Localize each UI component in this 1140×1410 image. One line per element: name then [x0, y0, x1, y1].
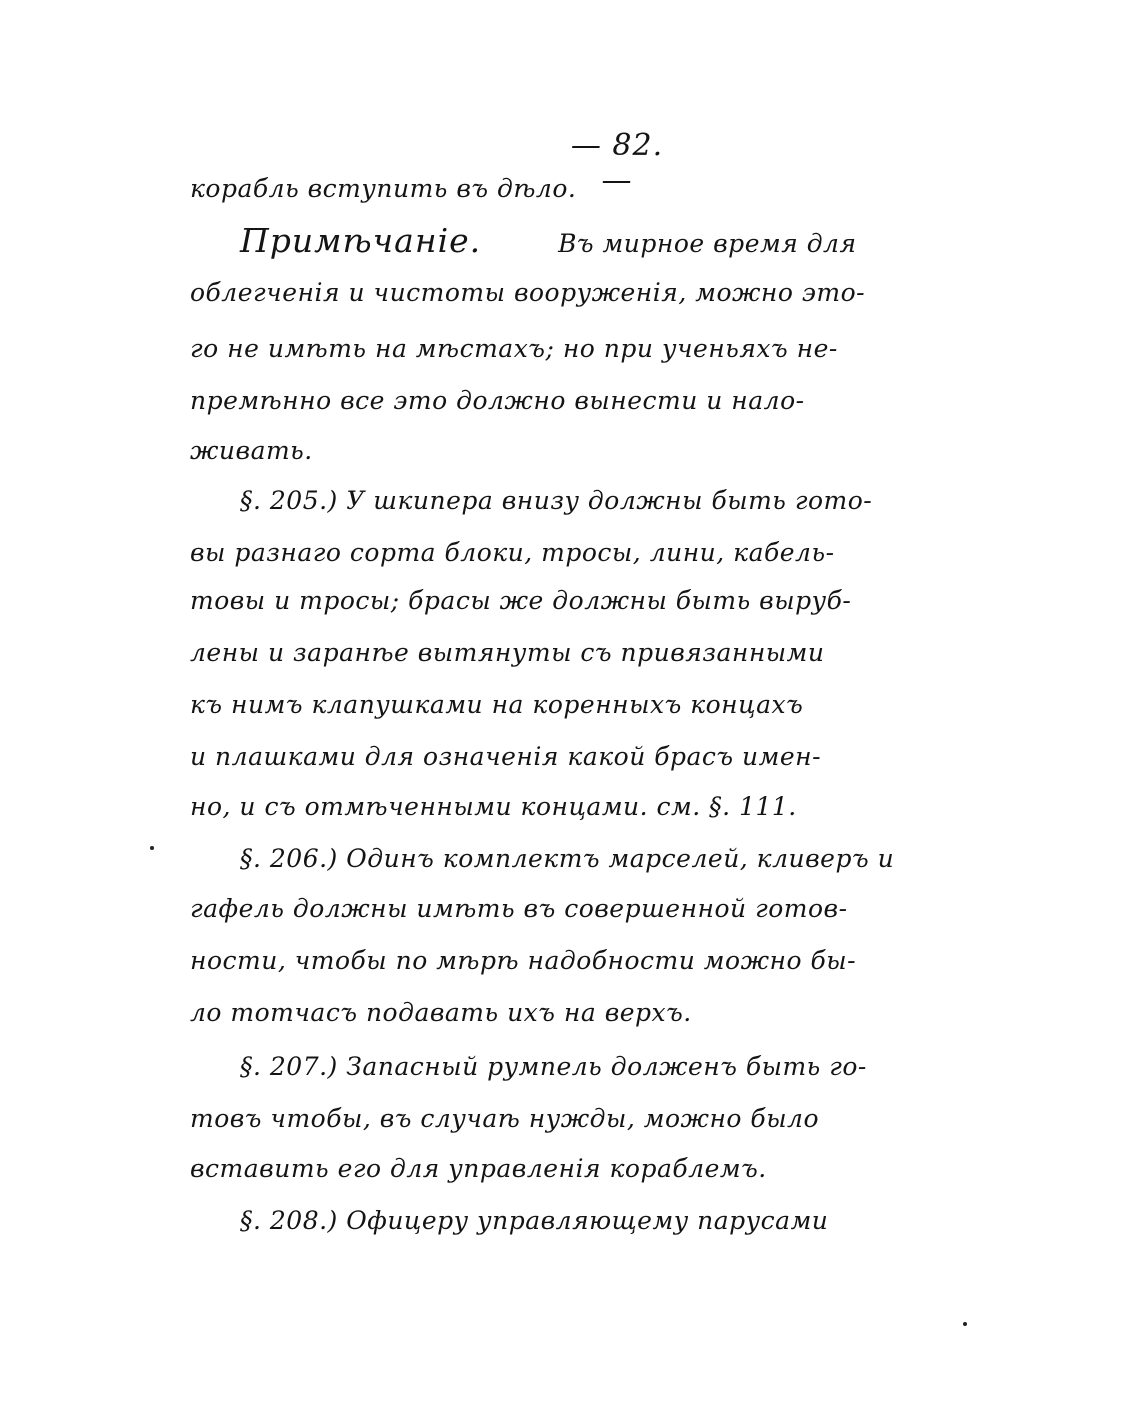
note-line-5: живать. [190, 436, 313, 465]
note-line-2: облегченія и чистоты вооруженія, можно это- [190, 278, 866, 307]
paragraph-206-line-3: ности, чтобы по мѣрѣ надобности можно бы- [190, 946, 857, 975]
note-heading: Примѣчаніе. [240, 221, 482, 260]
paragraph-207-line-3: вставить его для управленія кораблемъ. [190, 1154, 767, 1183]
paragraph-207-line-1: §. 207.) Запасный румпель долженъ быть го- [240, 1052, 867, 1081]
paragraph-208-line-1: §. 208.) Офицеру управляющему парусами [240, 1206, 829, 1235]
paragraph-206-line-1: §. 206.) Одинъ комплектъ марселей, кливеръ и [240, 844, 895, 873]
text-line-1: корабль вступить въ дѣло. [190, 174, 577, 203]
paragraph-205-line-3: товы и тросы; брасы же должны быть выруб- [190, 586, 852, 615]
paragraph-206-line-4: ло тотчасъ подавать ихъ на верхъ. [190, 998, 692, 1027]
paragraph-205-line-5: къ нимъ клапушками на коренныхъ концахъ [190, 690, 804, 719]
note-line-3: го не имѣть на мѣстахъ; но при ученьяхъ не- [190, 334, 838, 363]
page-number: — 82. — [570, 128, 664, 198]
paragraph-206-line-2: гафель должны имѣть въ совершенной готов- [190, 894, 848, 923]
ink-speck [963, 1322, 967, 1326]
paragraph-205-line-4: лены и заранѣе вытянуты съ привязанными [190, 638, 825, 667]
paragraph-205-line-2: вы разнаго сорта блоки, тросы, лини, кабель- [190, 538, 835, 567]
note-line-1 [240, 221, 1050, 261]
note-line-4: премѣнно все это должно вынести и нало- [190, 386, 805, 415]
ink-speck [150, 846, 154, 850]
paragraph-205-line-6: и плашками для означенія какой брасъ имен- [190, 742, 822, 771]
paragraph-205-line-7: но, и съ отмѣченными концами. см. §. 111. [190, 792, 797, 821]
note-line-1-rest: Въ мирное время для [558, 229, 857, 258]
paragraph-205-line-1: §. 205.) У шкипера внизу должны быть гото- [240, 486, 873, 515]
paragraph-207-line-2: товъ чтобы, въ случаѣ нужды, можно было [190, 1104, 820, 1133]
